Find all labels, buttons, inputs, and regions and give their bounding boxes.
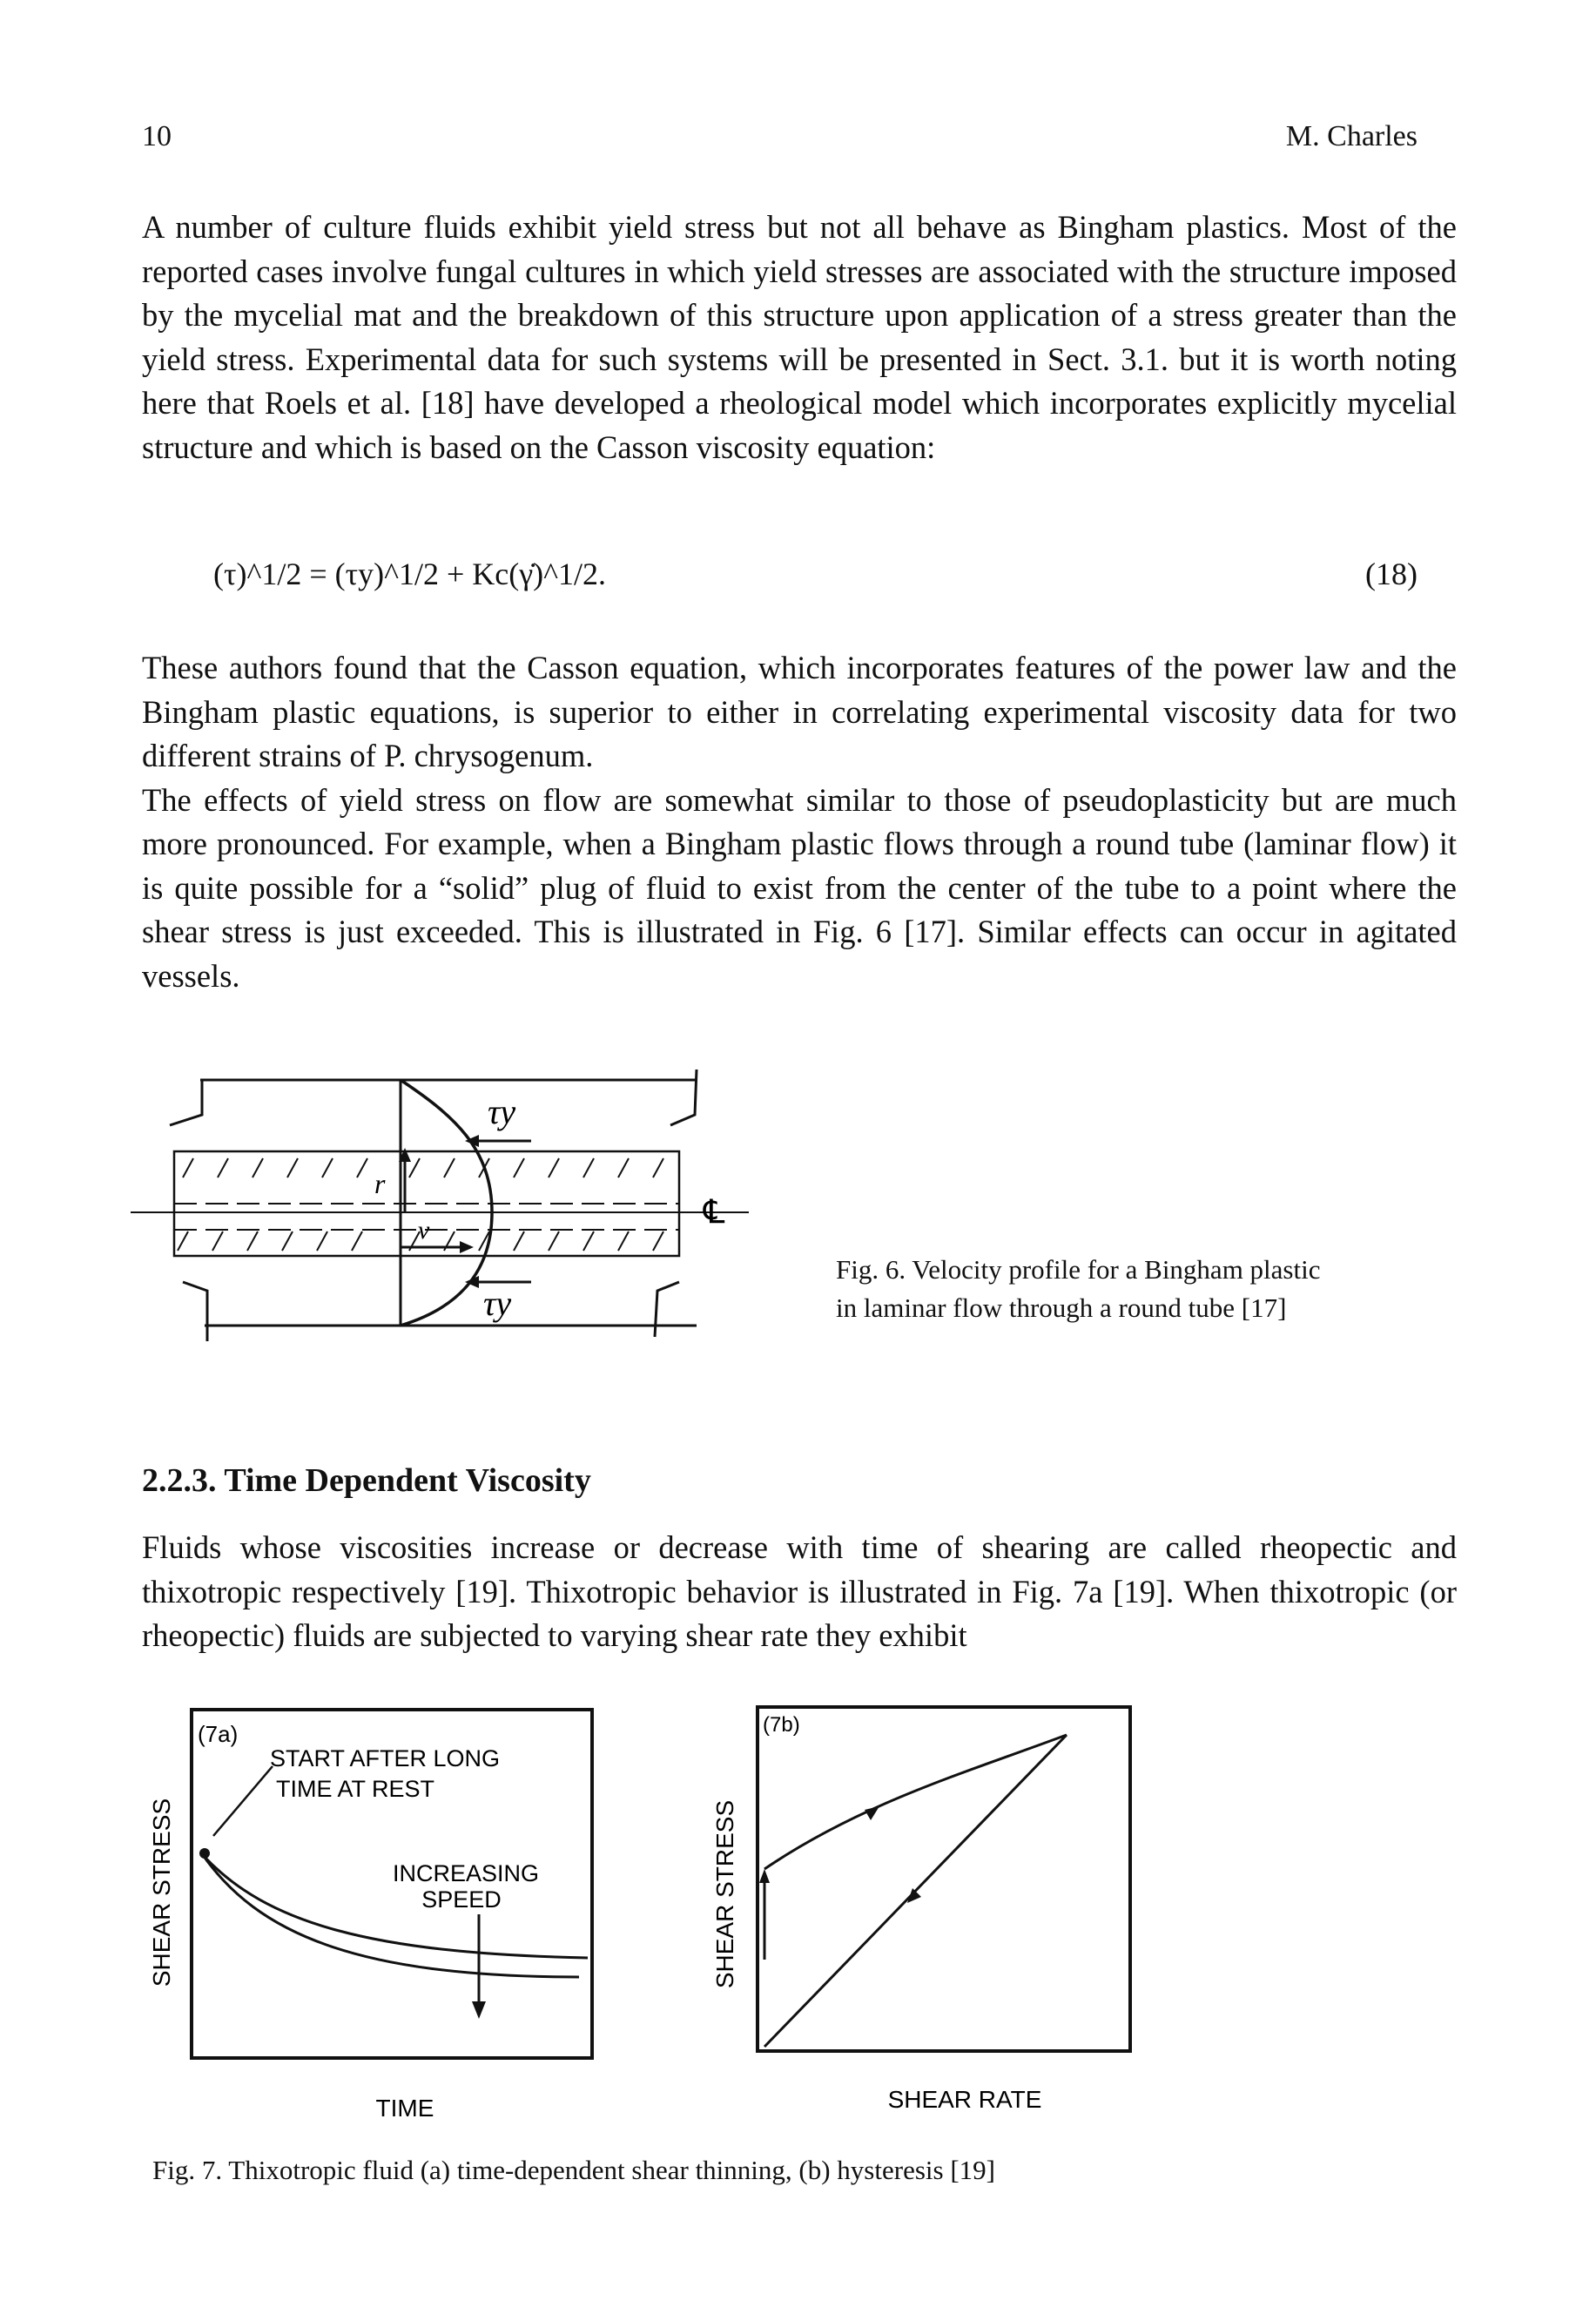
paragraph-4-block <box>142 1526 1457 1658</box>
break-mark-top-right <box>670 1070 697 1125</box>
running-header-author: M. Charles <box>1285 120 1418 152</box>
start-annotation-line-1: START AFTER LONG <box>270 1745 501 1771</box>
tau-y-top-label: τy <box>488 1092 516 1131</box>
section-heading: 2.2.3. Time Dependent Viscosity <box>142 1462 591 1499</box>
paragraph-2: These authors found that the Casson equation, which incorporates features of the power law and the Bingham plastic equations, is superior to either in correlating experimental viscosity data for two different strains of P. chrysogenum. <box>142 650 1457 773</box>
figure-7b-tag: (7b) <box>763 1713 800 1737</box>
break-mark-bottom-right <box>655 1282 679 1337</box>
tau-y-bottom-label: τy <box>483 1284 512 1323</box>
start-point <box>199 1848 210 1859</box>
annotation-leader-line <box>213 1766 273 1836</box>
figure-6-caption-line-1: Fig. 6. Velocity profile for a Bingham plastic <box>836 1254 1321 1285</box>
break-mark-bottom-left <box>183 1282 207 1341</box>
offset-arrowhead <box>759 1869 770 1883</box>
equation-18: (τ)^1/2 = (τy)^1/2 + Kc(γ̇)^1/2. <box>213 557 607 591</box>
figure-7a-x-axis-label: TIME <box>375 2095 434 2122</box>
figure-7-caption: Fig. 7. Thixotropic fluid (a) time-dependent shear thinning, (b) hysteresis [19] <box>152 2155 995 2185</box>
centerline-symbol: ℄ <box>704 1194 725 1231</box>
break-mark-top-left <box>170 1080 202 1125</box>
paragraph-3: The effects of yield stress on flow are somewhat similar to those of pseudoplasticity but are much more pronounced. For example, when a Bingham plastic flows through a round tube (laminar flow) it is quite possible for a “solid” plug of fluid to exist from the center of the tube to a point where the shear stress is just exceeded. This is illustrated in Fig. 6 [17]. Similar effects can occur in agitated vessels. <box>142 781 1457 994</box>
paragraph-1: A number of culture fluids exhibit yield stress but not all behave as Bingham plastics. Most of the reported cases involve fungal cultures in which yield stresses are associated with the structure imposed by the mycelial mat and the breakdown of this structure upon application of a stress greater than the yield stress. Experimental data for such systems will be presented in Sect. 3.1. but it is worth noting here that Roels et al. [18] have developed a rheological model which incorporates explicitly mycelial structure and which is based on the Casson viscosity equation: <box>142 209 1457 465</box>
figure-7b-frame <box>758 1707 1130 2051</box>
hysteresis-down-curve <box>764 1735 1067 2047</box>
figure-6-caption-line-2: in laminar flow through a round tube [17] <box>836 1292 1287 1323</box>
radius-label: r <box>374 1168 386 1199</box>
up-curve-arrowhead <box>865 1806 879 1820</box>
start-annotation-line-2: TIME AT REST <box>276 1776 435 1802</box>
figure-7a-shear-thinning <box>144 1705 605 2141</box>
paragraph-2-3-block <box>142 646 1457 998</box>
figure-7b-hysteresis <box>705 1698 1141 2134</box>
page-number: 10 <box>142 120 172 152</box>
figure-7b-x-axis-label: SHEAR RATE <box>887 2086 1042 2113</box>
equation-number: (18) <box>1365 557 1418 591</box>
figure-7a-y-axis-label: SHEAR STRESS <box>148 1798 175 1987</box>
paragraph-4: Fluids whose viscosities increase or decrease with time of shearing are called rheopectic and thixotropic respectively [19]. Thixotropic behavior is illustrated in Fig. 7a [19]. When thixotropic (or rheopectic) fluids are subjected to varying shear rate they exhibit <box>142 1529 1457 1653</box>
increasing-speed-arrowhead <box>472 2001 486 2019</box>
figure-7b-y-axis-label: SHEAR STRESS <box>711 1799 738 1989</box>
velocity-label: v <box>418 1216 430 1245</box>
hysteresis-up-curve <box>764 1735 1067 1869</box>
increasing-speed-label-line-2: SPEED <box>421 1886 502 1913</box>
paragraph-1-block <box>142 206 1457 469</box>
figure-7a-tag: (7a) <box>198 1721 239 1747</box>
figure-6-velocity-profile <box>122 1054 766 1350</box>
increasing-speed-label-line-1: INCREASING <box>392 1860 540 1886</box>
figure-6-caption <box>836 1251 1463 1327</box>
